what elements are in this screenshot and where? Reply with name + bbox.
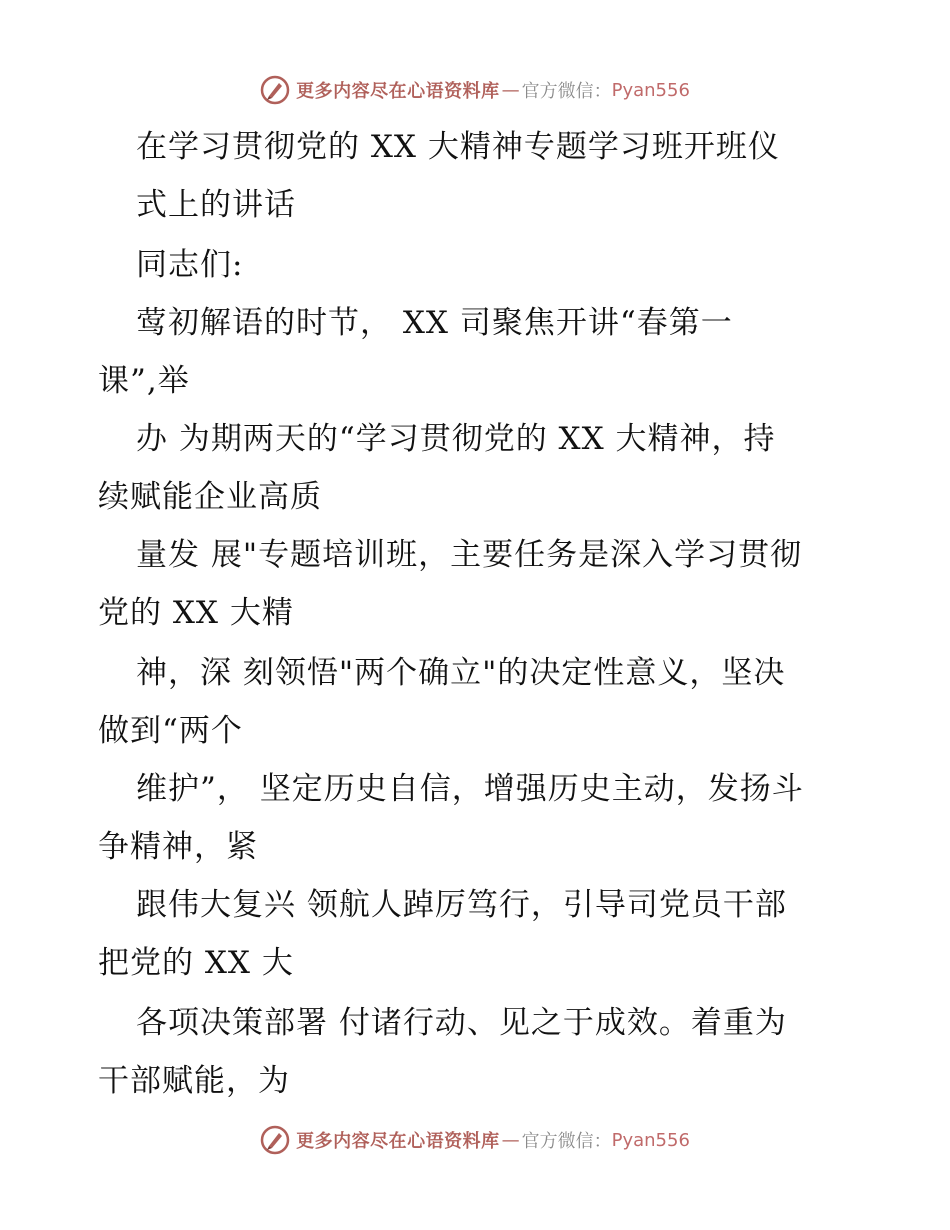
watermark-id: Pyan556 [611,79,690,101]
salutation: 同志们: [136,247,244,283]
body-line: 课”,举 [98,363,190,399]
watermark-footer [0,1122,950,1158]
pen-logo-icon [260,75,290,105]
watermark-dash: — [501,1129,520,1151]
watermark-main-text: 更多内容尽在心语资料库 [296,1131,500,1152]
watermark-dash: — [501,79,520,101]
body-line: 神，深 刻领悟"两个确立"的决定性意义，坚决 [136,655,786,691]
watermark-header [0,72,950,108]
body-line: 党的 XX 大精 [98,595,294,631]
body-line: 做到“两个 [98,713,243,749]
watermark-label: 官方微信： [521,1131,612,1152]
body-line: 把党的 XX 大 [98,945,294,981]
body-line: 各项决策部署 付诸行动、见之于成效。着重为 [136,1005,787,1041]
document-title-line-2: 式上的讲话 [136,187,296,223]
body-line: 莺初解语的时节， XX 司聚焦开讲“春第一 [136,305,733,341]
watermark-id: Pyan556 [611,1129,690,1151]
document-title-line-1: 在学习贯彻党的 XX 大精神专题学习班开班仪 [136,129,780,165]
body-line: 办 为期两天的“学习贯彻党的 XX 大精神，持 [136,421,776,457]
watermark-label: 官方微信： [521,81,612,102]
body-line: 续赋能企业高质 [98,479,322,515]
pen-logo-icon [260,1125,290,1155]
watermark-main-text: 更多内容尽在心语资料库 [296,81,500,102]
body-line: 跟伟大复兴 领航人踔厉笃行，引导司党员干部 [136,887,787,923]
body-line: 维护”， 坚定历史自信，增强历史主动，发扬斗 [136,771,804,807]
body-line: 量发 展"专题培训班，主要任务是深入学习贯彻 [136,537,803,573]
body-line: 干部赋能，为 [98,1063,290,1099]
body-line: 争精神，紧 [98,829,258,865]
